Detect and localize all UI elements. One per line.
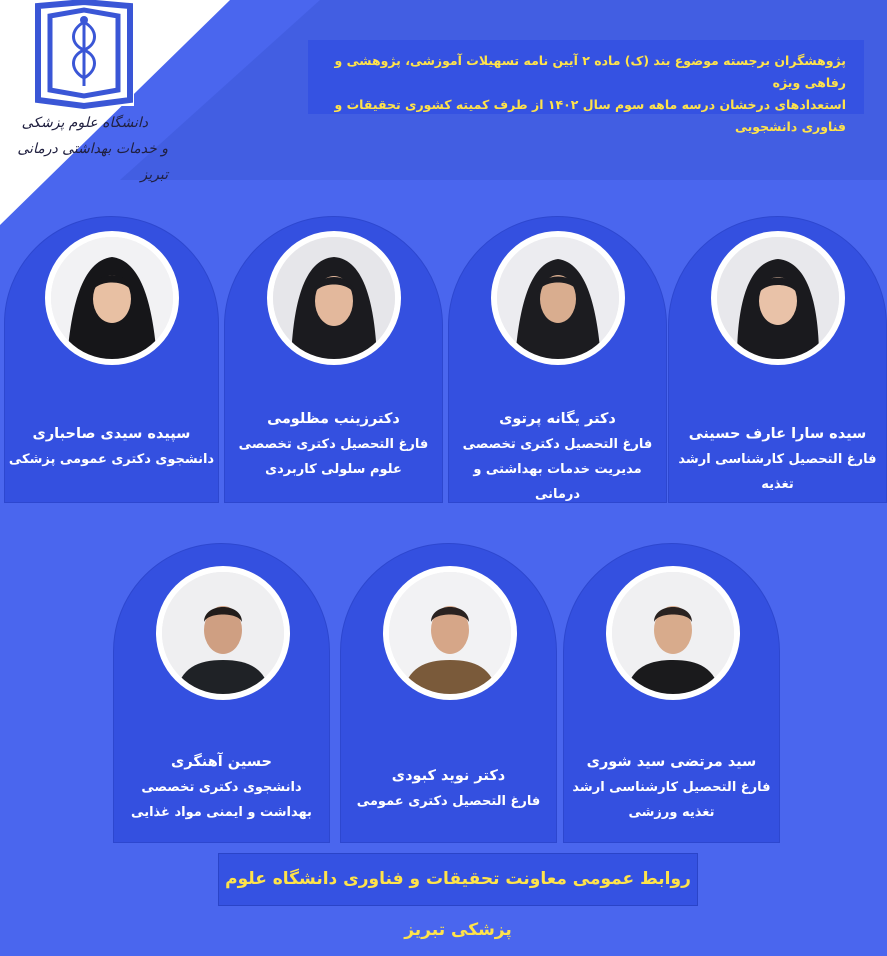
female-portrait-icon: [497, 237, 619, 359]
person-photo: [383, 566, 517, 700]
person-card-2: [448, 216, 667, 503]
female-portrait-icon: [717, 237, 839, 359]
person-name: دکتر یگانه پرتوی: [499, 411, 616, 427]
person-card-7: [113, 543, 330, 843]
person-name: سپیده سیدی صاحباری: [32, 426, 191, 442]
person-photo: [491, 231, 625, 365]
person-degree: فارغ التحصیل دکتری تخصصی: [238, 437, 429, 452]
person-card-4: [4, 216, 219, 503]
male-portrait-icon: [612, 572, 734, 694]
male-portrait-icon: [389, 572, 511, 694]
university-name: [0, 110, 190, 188]
university-seal-icon: [30, 0, 138, 110]
person-field: علوم سلولی کاربردی: [265, 462, 402, 477]
footer-credit: روابط عمومی معاونت تحقیقات و فناوری دانشگاه علوم پزشکی تبریز: [218, 853, 698, 906]
person-photo: [606, 566, 740, 700]
person-degree: فارغ التحصیل کارشناسی ارشد تغذیه: [678, 452, 877, 492]
person-degree: فارغ التحصیل دکتری عمومی: [356, 794, 541, 809]
person-card-6: [340, 543, 557, 843]
person-degree: فارغ التحصیل کارشناسی ارشد: [572, 780, 771, 795]
person-name: سید مرتضی سید شوری: [586, 754, 757, 770]
female-portrait-icon: [51, 237, 173, 359]
person-photo: [45, 231, 179, 365]
person-photo: [156, 566, 290, 700]
person-field: تغذیه ورزشی: [628, 805, 715, 820]
male-portrait-icon: [162, 572, 284, 694]
person-card-3: [224, 216, 443, 503]
person-name: سیده سارا عارف حسینی: [688, 426, 867, 442]
person-card-1: [668, 216, 887, 503]
person-degree: دانشجوی دکتری عمومی پزشکی: [8, 452, 215, 467]
person-card-5: [563, 543, 780, 843]
person-degree: فارغ التحصیل دکتری تخصصی: [462, 437, 653, 452]
headline-line2: استعدادهای درخشان درسه ماهه سوم سال ۱۴۰۲ از طرف کمیته کشوری تحقیقات و فناوری دانشجویی: [334, 97, 846, 134]
person-name: حسین آهنگری: [171, 754, 272, 770]
person-photo: [711, 231, 845, 365]
person-field: مدیریت خدمات بهداشتی و درمانی: [473, 462, 642, 502]
university-name-line2: و خدمات بهداشتی درمانی تبریز: [17, 141, 168, 183]
person-field: بهداشت و ایمنی مواد غذایی: [131, 805, 312, 820]
headline-box: [308, 40, 864, 134]
person-photo: [267, 231, 401, 365]
headline-line1: پژوهشگران برجسته موضوع بند (ک) ماده ۲ آیین نامه تسهیلات آموزشی، پژوهشی و رفاهی ویژه: [334, 53, 846, 90]
person-name: دکتر نوید کبودی: [391, 768, 506, 784]
female-portrait-icon: [273, 237, 395, 359]
university-name-line1: دانشگاه علوم پزشکی: [21, 115, 148, 131]
person-name: دکترزینب مظلومی: [267, 411, 400, 427]
person-degree: دانشجوی دکتری تخصصی: [141, 780, 302, 795]
